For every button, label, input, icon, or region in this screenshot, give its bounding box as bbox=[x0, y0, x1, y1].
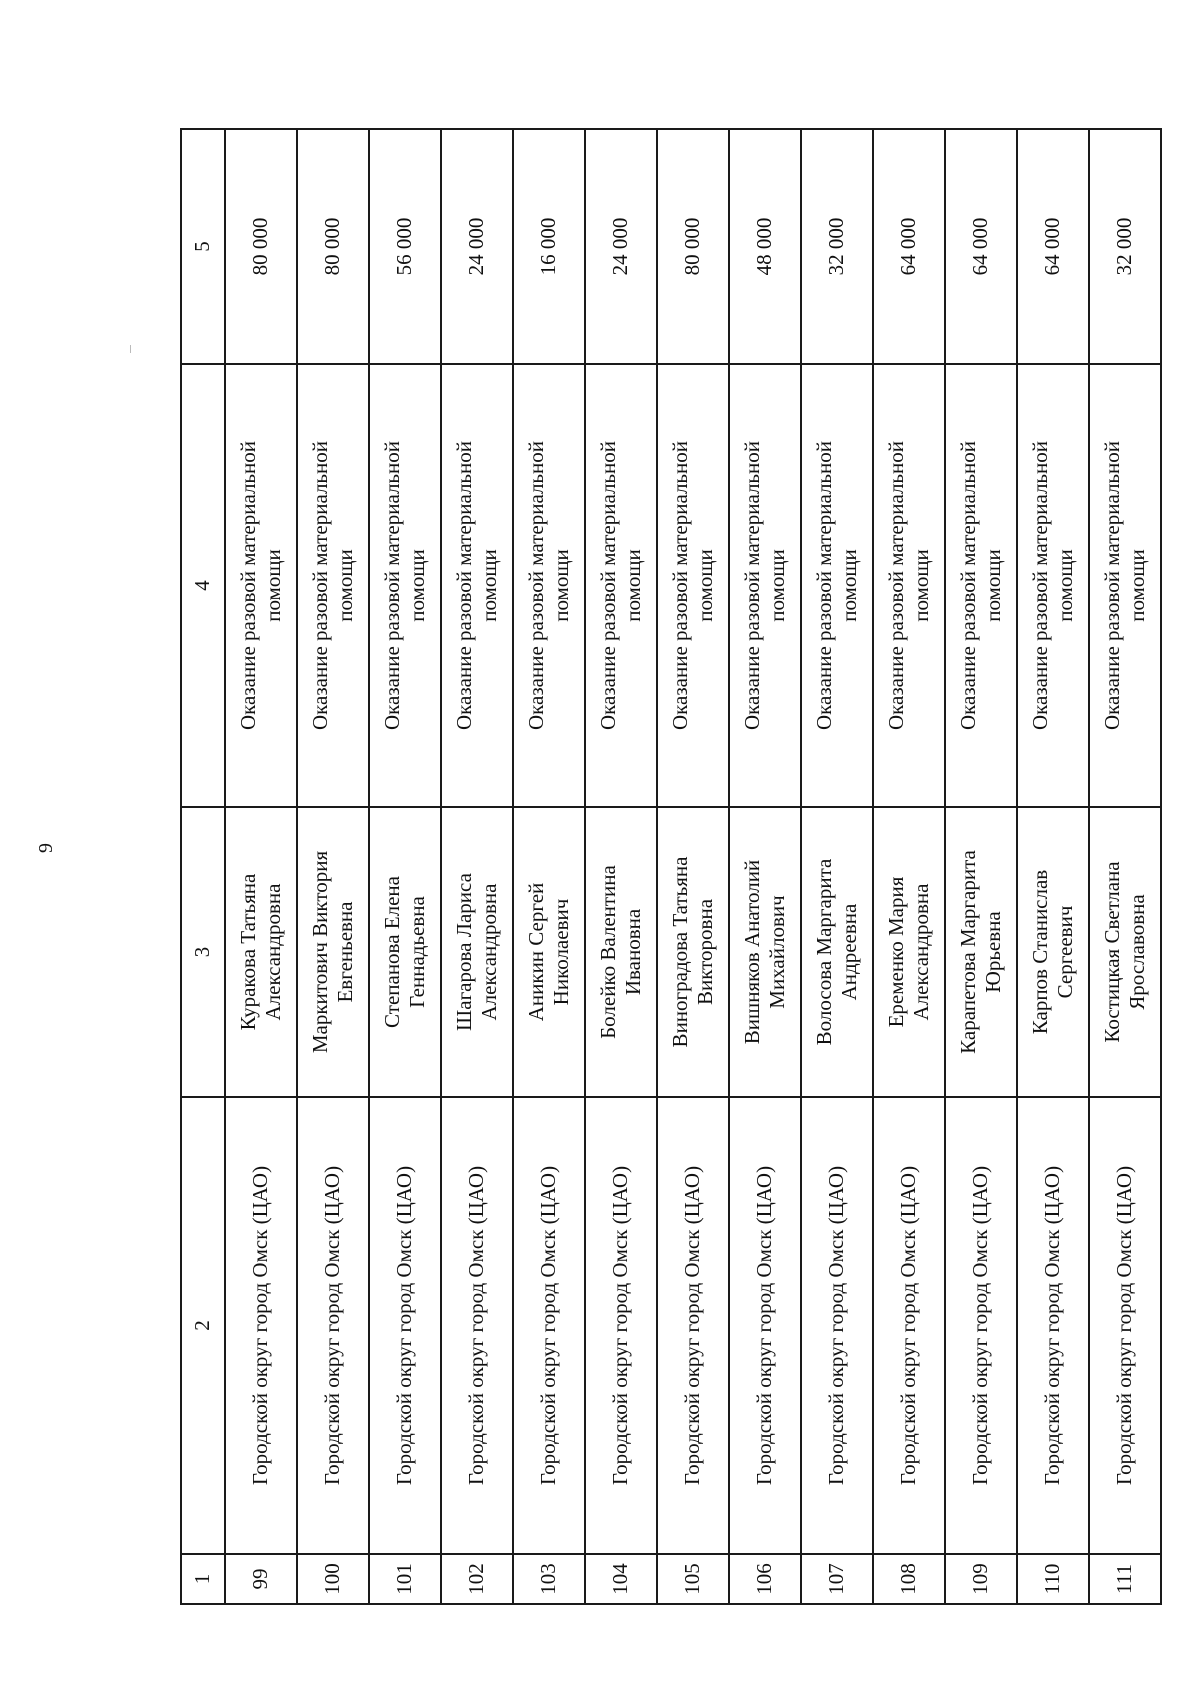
cell-recipient-name-text: Болейко Валентина bbox=[595, 865, 620, 1039]
cell-amount-text: 80 000 bbox=[320, 217, 345, 276]
cell-amount-text: 64 000 bbox=[896, 217, 921, 276]
cell-district-text: Городской округ город Омск (ЦАО) bbox=[896, 1165, 921, 1486]
cell-purpose bbox=[945, 364, 1017, 807]
cell-amount bbox=[513, 129, 585, 364]
cell-number-text: 102 bbox=[464, 1563, 489, 1595]
cell-recipient-name-text: Аникин Сергей bbox=[523, 882, 548, 1022]
cell-number-text: 106 bbox=[752, 1563, 777, 1595]
cell-district-text: Городской округ город Омск (ЦАО) bbox=[1040, 1165, 1065, 1486]
cell-number-text: 99 bbox=[248, 1568, 273, 1590]
cell-recipient-name bbox=[729, 807, 801, 1097]
cell-number-text: 109 bbox=[968, 1563, 993, 1595]
cell-purpose bbox=[1089, 364, 1161, 807]
cell-purpose-text: помощи bbox=[981, 549, 1005, 622]
cell-purpose-text: помощи bbox=[693, 549, 717, 622]
cell-number-text: 107 bbox=[824, 1563, 849, 1595]
cell-amount-text: 64 000 bbox=[1040, 217, 1065, 276]
cell-district bbox=[657, 1097, 729, 1554]
cell-purpose-text: Оказание разовой материальной bbox=[883, 441, 908, 730]
cell-recipient-name-text: Еременко Мария bbox=[883, 876, 908, 1028]
cell-amount bbox=[1089, 129, 1161, 364]
table-row bbox=[369, 129, 441, 1604]
cell-district bbox=[585, 1097, 657, 1554]
cell-number bbox=[513, 1554, 585, 1604]
cell-recipient-name bbox=[873, 807, 945, 1097]
cell-number bbox=[441, 1554, 513, 1604]
cell-amount bbox=[945, 129, 1017, 364]
cell-number bbox=[1089, 1554, 1161, 1604]
cell-purpose-text: Оказание разовой материальной bbox=[739, 441, 764, 730]
cell-amount bbox=[729, 129, 801, 364]
cell-amount bbox=[297, 129, 369, 364]
table-row bbox=[801, 129, 873, 1604]
rotated-table-container bbox=[180, 130, 1149, 1605]
cell-amount bbox=[873, 129, 945, 364]
cell-amount-text: 48 000 bbox=[752, 217, 777, 276]
cell-purpose bbox=[225, 364, 297, 807]
table-row bbox=[513, 129, 585, 1604]
cell-purpose-text: Оказание разовой материальной bbox=[523, 441, 548, 730]
cell-amount bbox=[801, 129, 873, 364]
cell-purpose bbox=[729, 364, 801, 807]
cell-amount bbox=[657, 129, 729, 364]
cell-purpose-text: помощи bbox=[1125, 549, 1149, 622]
cell-district-text: Городской округ город Омск (ЦАО) bbox=[968, 1165, 993, 1486]
cell-recipient-name bbox=[657, 807, 729, 1097]
cell-recipient-name-text: Волосова Маргарита bbox=[811, 858, 836, 1046]
cell-district bbox=[945, 1097, 1017, 1554]
cell-recipient-name-text: Карпов Станислав bbox=[1027, 869, 1052, 1035]
cell-district bbox=[729, 1097, 801, 1554]
cell-recipient-name bbox=[297, 807, 369, 1097]
cell-district bbox=[801, 1097, 873, 1554]
cell-recipient-name bbox=[369, 807, 441, 1097]
cell-purpose-text: помощи bbox=[261, 549, 285, 622]
cell-number-text: 108 bbox=[896, 1563, 921, 1595]
cell-number-text: 104 bbox=[608, 1563, 633, 1595]
cell-purpose-text: помощи bbox=[837, 549, 861, 622]
cell-recipient-name-text: Александровна bbox=[261, 883, 285, 1021]
cell-district bbox=[441, 1097, 513, 1554]
cell-amount-text: 80 000 bbox=[680, 217, 705, 276]
cell-district bbox=[369, 1097, 441, 1554]
cell-recipient-name bbox=[1017, 807, 1089, 1097]
cell-district bbox=[513, 1097, 585, 1554]
cell-amount-text: 56 000 bbox=[392, 217, 417, 276]
cell-recipient-name-text: Виноградова Татьяна bbox=[667, 856, 692, 1048]
cell-recipient-name-text: Александровна bbox=[909, 883, 933, 1021]
cell-recipient-name-text: Николаевич bbox=[549, 898, 573, 1006]
cell-amount-text: 32 000 bbox=[1112, 217, 1137, 276]
cell-recipient-name-text: Куракова Татьяна bbox=[235, 873, 260, 1031]
header-col-3: 3 bbox=[181, 807, 225, 1097]
cell-recipient-name-text: Андреевна bbox=[837, 903, 861, 1001]
page-number: 9 bbox=[35, 843, 57, 853]
cell-number bbox=[729, 1554, 801, 1604]
cell-purpose-text: Оказание разовой материальной bbox=[235, 441, 260, 730]
cell-purpose-text: помощи bbox=[477, 549, 501, 622]
cell-recipient-name-text: Ивановна bbox=[621, 908, 645, 996]
cell-purpose-text: помощи bbox=[333, 549, 357, 622]
cell-purpose-text: Оказание разовой материальной bbox=[307, 441, 332, 730]
cell-recipient-name-text: Викторовна bbox=[693, 898, 717, 1006]
cell-number bbox=[225, 1554, 297, 1604]
cell-district bbox=[873, 1097, 945, 1554]
cell-number bbox=[873, 1554, 945, 1604]
cell-purpose-text: Оказание разовой материальной bbox=[451, 441, 476, 730]
table-header-row bbox=[181, 129, 225, 1604]
cell-number bbox=[297, 1554, 369, 1604]
cell-purpose bbox=[873, 364, 945, 807]
table-row bbox=[1089, 129, 1161, 1604]
cell-purpose-text: Оказание разовой материальной bbox=[379, 441, 404, 730]
header-col-4: 4 bbox=[181, 364, 225, 807]
cell-purpose bbox=[657, 364, 729, 807]
cell-recipient-name-text: Степанова Елена bbox=[379, 876, 404, 1028]
cell-number-text: 100 bbox=[320, 1563, 345, 1595]
cell-amount-text: 80 000 bbox=[248, 217, 273, 276]
cell-recipient-name bbox=[441, 807, 513, 1097]
cell-purpose bbox=[801, 364, 873, 807]
cell-number bbox=[585, 1554, 657, 1604]
cell-district-text: Городской округ город Омск (ЦАО) bbox=[752, 1165, 777, 1486]
cell-purpose bbox=[513, 364, 585, 807]
cell-purpose-text: помощи bbox=[621, 549, 645, 622]
table-row bbox=[1017, 129, 1089, 1604]
cell-amount bbox=[225, 129, 297, 364]
header-col-2: 2 bbox=[181, 1097, 225, 1554]
cell-district-text: Городской округ город Омск (ЦАО) bbox=[536, 1165, 561, 1486]
cell-purpose-text: Оказание разовой материальной bbox=[811, 441, 836, 730]
cell-purpose-text: помощи bbox=[909, 549, 933, 622]
cell-recipient-name bbox=[513, 807, 585, 1097]
cell-number bbox=[801, 1554, 873, 1604]
cell-amount-text: 24 000 bbox=[464, 217, 489, 276]
cell-number bbox=[945, 1554, 1017, 1604]
scan-mark bbox=[130, 345, 131, 353]
cell-recipient-name bbox=[585, 807, 657, 1097]
cell-purpose bbox=[369, 364, 441, 807]
cell-recipient-name bbox=[1089, 807, 1161, 1097]
cell-recipient-name-text: Вишняков Анатолий bbox=[739, 859, 764, 1045]
cell-district-text: Городской округ город Омск (ЦАО) bbox=[680, 1165, 705, 1486]
cell-purpose-text: Оказание разовой материальной bbox=[595, 441, 620, 730]
cell-recipient-name bbox=[801, 807, 873, 1097]
cell-number bbox=[1017, 1554, 1089, 1604]
cell-amount bbox=[1017, 129, 1089, 364]
cell-recipient-name bbox=[225, 807, 297, 1097]
cell-purpose-text: помощи bbox=[405, 549, 429, 622]
cell-district bbox=[297, 1097, 369, 1554]
cell-number bbox=[657, 1554, 729, 1604]
cell-purpose-text: Оказание разовой материальной bbox=[1099, 441, 1124, 730]
cell-amount-text: 64 000 bbox=[968, 217, 993, 276]
cell-district-text: Городской округ город Омск (ЦАО) bbox=[320, 1165, 345, 1486]
cell-number-text: 103 bbox=[536, 1563, 561, 1595]
header-col-5: 5 bbox=[181, 129, 225, 364]
cell-recipient-name-text: Ярославовна bbox=[1125, 894, 1149, 1010]
cell-recipient-name-text: Сергеевич bbox=[1053, 905, 1077, 999]
table-row bbox=[945, 129, 1017, 1604]
cell-purpose bbox=[297, 364, 369, 807]
cell-purpose-text: Оказание разовой материальной bbox=[1027, 441, 1052, 730]
cell-recipient-name-text: Михайлович bbox=[765, 895, 789, 1009]
cell-amount bbox=[369, 129, 441, 364]
cell-number-text: 110 bbox=[1040, 1563, 1065, 1595]
cell-number-text: 101 bbox=[392, 1563, 417, 1595]
table-row bbox=[657, 129, 729, 1604]
cell-recipient-name-text: Александровна bbox=[477, 883, 501, 1021]
table-row bbox=[873, 129, 945, 1604]
table-row bbox=[297, 129, 369, 1604]
cell-purpose bbox=[585, 364, 657, 807]
cell-purpose-text: помощи bbox=[549, 549, 573, 622]
table-row bbox=[225, 129, 297, 1604]
cell-purpose bbox=[441, 364, 513, 807]
cell-district-text: Городской округ город Омск (ЦАО) bbox=[608, 1165, 633, 1486]
table-row bbox=[729, 129, 801, 1604]
header-col-1: 1 bbox=[181, 1554, 225, 1604]
cell-purpose-text: помощи bbox=[765, 549, 789, 622]
cell-purpose bbox=[1017, 364, 1089, 807]
cell-recipient-name-text: Маркитович Виктория bbox=[307, 850, 332, 1054]
cell-purpose-text: Оказание разовой материальной bbox=[667, 441, 692, 730]
cell-amount-text: 16 000 bbox=[536, 217, 561, 276]
cell-district-text: Городской округ город Омск (ЦАО) bbox=[248, 1165, 273, 1486]
cell-amount bbox=[441, 129, 513, 364]
cell-amount-text: 24 000 bbox=[608, 217, 633, 276]
cell-amount bbox=[585, 129, 657, 364]
assistance-table bbox=[180, 128, 1162, 1605]
cell-purpose-text: Оказание разовой материальной bbox=[955, 441, 980, 730]
cell-purpose-text: помощи bbox=[1053, 549, 1077, 622]
cell-district-text: Городской округ город Омск (ЦАО) bbox=[1112, 1165, 1137, 1486]
cell-district-text: Городской округ город Омск (ЦАО) bbox=[392, 1165, 417, 1486]
cell-district-text: Городской округ город Омск (ЦАО) bbox=[824, 1165, 849, 1486]
cell-recipient-name-text: Евгеньевна bbox=[333, 901, 357, 1003]
table-row bbox=[585, 129, 657, 1604]
cell-district-text: Городской округ город Омск (ЦАО) bbox=[464, 1165, 489, 1486]
table-row bbox=[441, 129, 513, 1604]
cell-recipient-name-text: Шагарова Лариса bbox=[451, 873, 476, 1031]
cell-number bbox=[369, 1554, 441, 1604]
cell-recipient-name-text: Юрьевна bbox=[981, 911, 1005, 993]
cell-recipient-name-text: Костицкая Светлана bbox=[1099, 861, 1124, 1043]
cell-district bbox=[1017, 1097, 1089, 1554]
cell-recipient-name-text: Карапетова Маргарита bbox=[955, 850, 980, 1054]
cell-amount-text: 32 000 bbox=[824, 217, 849, 276]
cell-number-text: 105 bbox=[680, 1563, 705, 1595]
cell-number-text: 111 bbox=[1112, 1564, 1137, 1594]
cell-recipient-name-text: Геннадьевна bbox=[405, 896, 429, 1008]
cell-recipient-name bbox=[945, 807, 1017, 1097]
cell-district bbox=[1089, 1097, 1161, 1554]
cell-district bbox=[225, 1097, 297, 1554]
